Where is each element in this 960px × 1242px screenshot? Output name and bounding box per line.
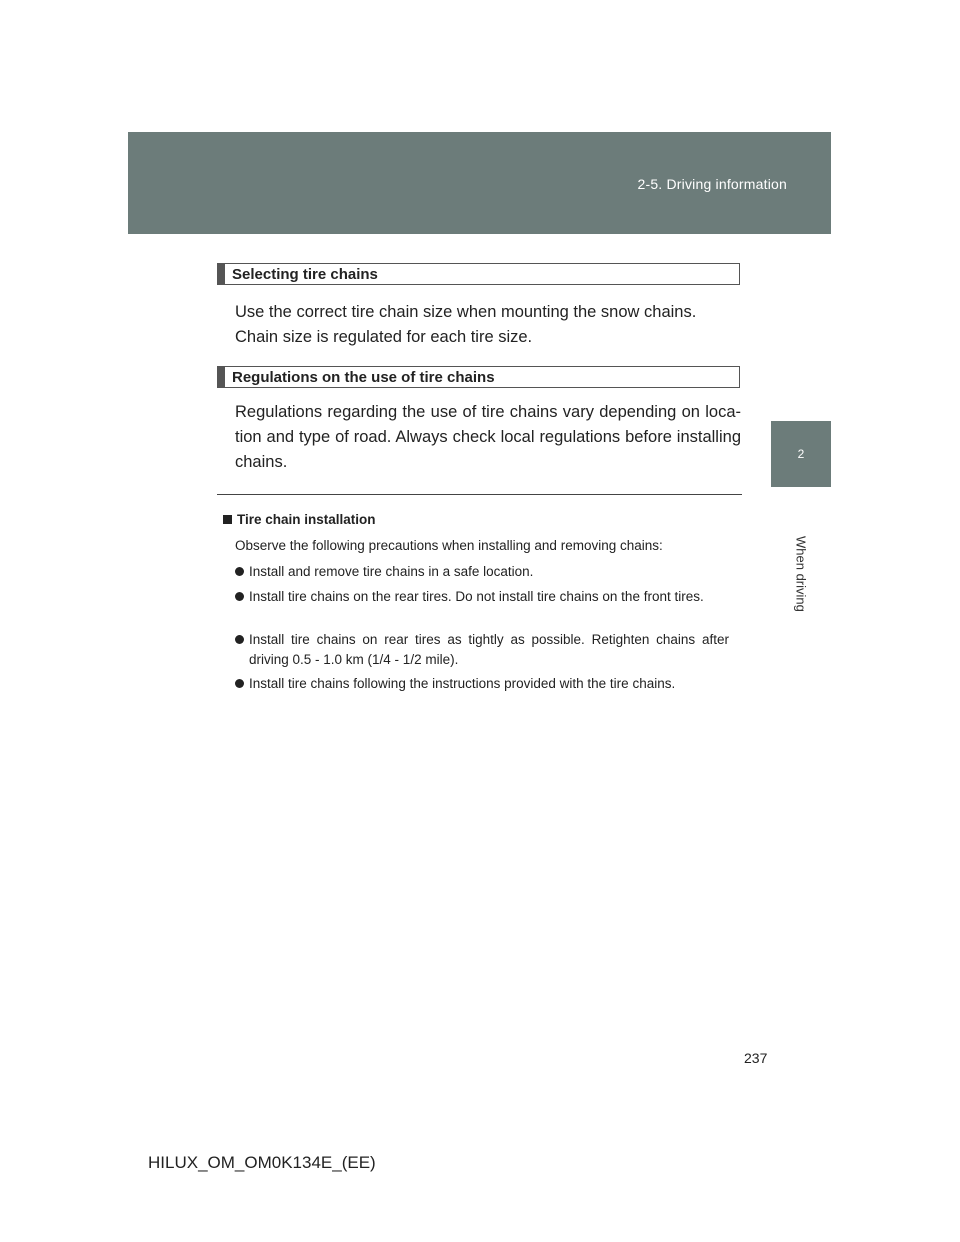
bullet-dot-icon xyxy=(235,567,244,576)
heading-selecting-tire-chains xyxy=(217,263,740,285)
list-item-text: Install tire chains on the rear tires. Do not install tire chains on the front tires. xyxy=(249,589,704,604)
heading-bar xyxy=(218,367,225,387)
page-number: 237 xyxy=(744,1050,768,1066)
heading-regulations xyxy=(217,366,740,388)
chapter-number: 2 xyxy=(797,447,805,461)
list-item xyxy=(235,587,729,607)
divider xyxy=(217,494,742,495)
chapter-label: When driving xyxy=(793,536,809,612)
note-title-text: Tire chain installation xyxy=(237,512,376,527)
heading-bar xyxy=(218,264,225,284)
paragraph-selecting-tire-chains xyxy=(235,300,741,350)
bullet-dot-icon xyxy=(235,592,244,601)
note-title xyxy=(223,512,376,527)
note-intro: Observe the following precautions when installing and removing chains: xyxy=(235,538,663,553)
list-item xyxy=(235,562,729,582)
list-item-text: Install tire chains on rear tires as tightly as possible. Retighten chains after driving 0.5 - 1.0 km (1/4 - 1/2 mile). xyxy=(249,632,729,667)
bullet-dot-icon xyxy=(235,679,244,688)
list-item-text: Install and remove tire chains in a safe location. xyxy=(249,564,534,579)
paragraph-regulations: Regulations regarding the use of tire chains vary depending on loca-tion and type of road. Always check local regulations before installing chains. xyxy=(235,403,741,471)
paragraph-line: Chain size is regulated for each tire size. xyxy=(235,328,533,346)
header-band xyxy=(128,132,831,234)
list-item xyxy=(235,674,729,694)
paragraph-line: Use the correct tire chain size when mounting the snow chains. xyxy=(235,303,697,321)
list-item-text: Install tire chains following the instructions provided with the tire chains. xyxy=(249,676,676,691)
bullet-dot-icon xyxy=(235,635,244,644)
list-item xyxy=(235,630,729,670)
heading-text: Regulations on the use of tire chains xyxy=(232,368,495,386)
chapter-tab xyxy=(771,421,831,487)
square-bullet-icon xyxy=(223,515,232,524)
heading-text: Selecting tire chains xyxy=(232,265,378,283)
document-code: HILUX_OM_OM0K134E_(EE) xyxy=(148,1153,376,1172)
section-title: 2-5. Driving information xyxy=(637,176,787,192)
